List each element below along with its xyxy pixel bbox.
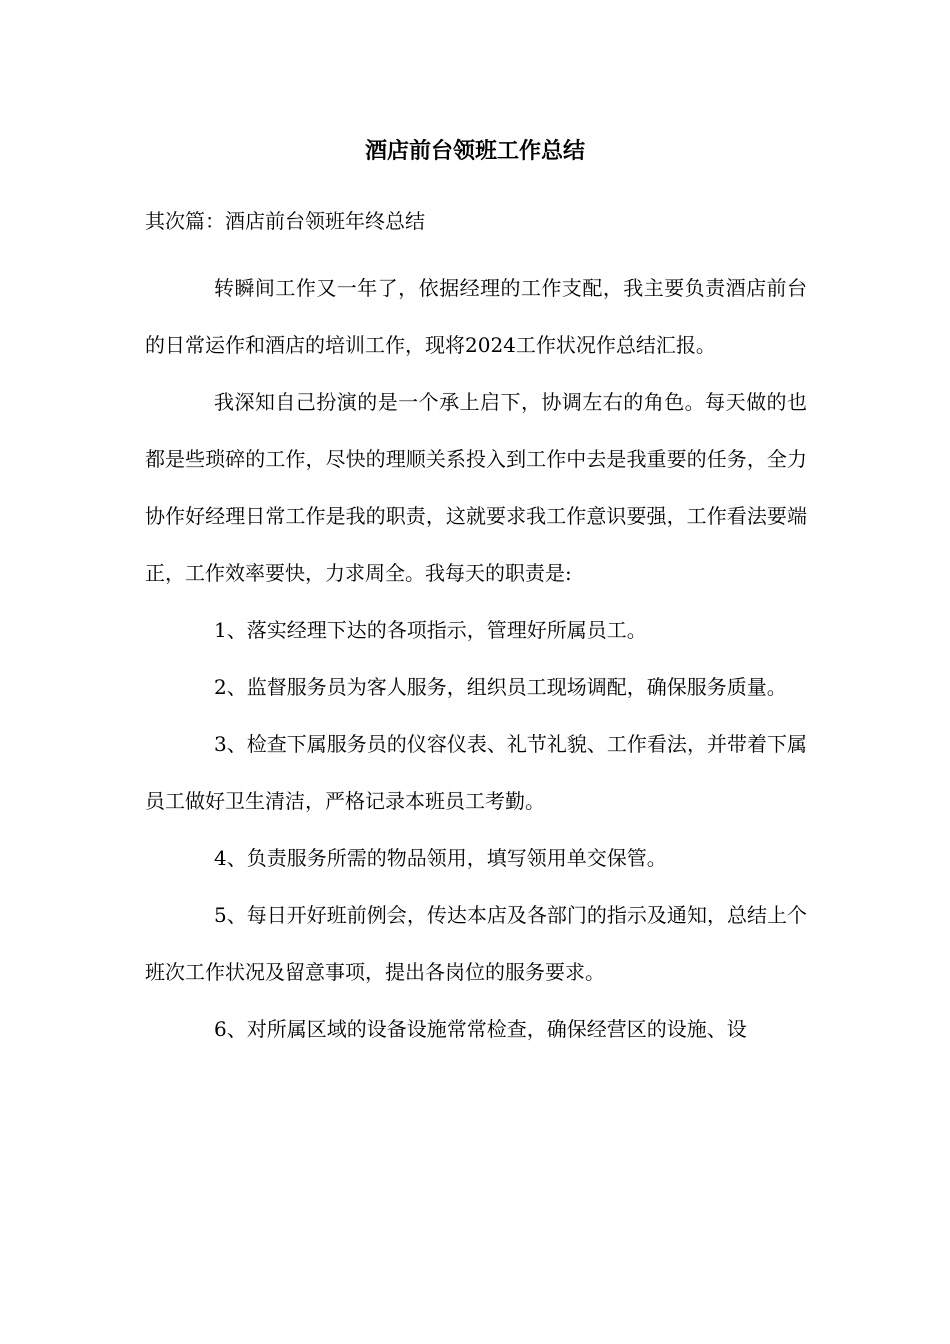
list-item-6: 6、对所属区域的设备设施常常检查，确保经营区的设施、设 (214, 1017, 747, 1041)
document-subtitle: 其次篇：酒店前台领班年终总结 (145, 209, 425, 233)
list-item-2: 2、监督服务员为客人服务，组织员工现场调配，确保服务质量。 (214, 675, 787, 699)
list-item-1: 1、落实经理下达的各项指示，管理好所属员工。 (214, 618, 647, 642)
paragraph-intro: 转瞬间工作又一年了，依据经理的工作支配，我主要负责酒店前台的日常运作和酒店的培训工作，现将2024工作状况作总结汇报。 (145, 276, 807, 357)
list-item-3: 3、检查下属服务员的仪容仪表、礼节礼貌、工作看法，并带着下属员工做好卫生清洁，严格记录本班员工考勤。 (145, 732, 807, 813)
list-item-4: 4、负责服务所需的物品领用，填写领用单交保管。 (214, 846, 667, 870)
document-title: 酒店前台领班工作总结 (364, 139, 585, 164)
paragraph-role: 我深知自己扮演的是一个承上启下，协调左右的角色。每天做的也都是些琐碎的工作，尽快的理顺关系投入到工作中去是我重要的任务，全力协作好经理日常工作是我的职责，这就要求我工作意识要强，工作看法要端正，工作效率要快，力求周全。我每天的职责是: (145, 390, 807, 585)
document-body (145, 260, 807, 1058)
list-item-5: 5、每日开好班前例会，传达本店及各部门的指示及通知，总结上个班次工作状况及留意事项，提出各岗位的服务要求。 (145, 903, 807, 984)
